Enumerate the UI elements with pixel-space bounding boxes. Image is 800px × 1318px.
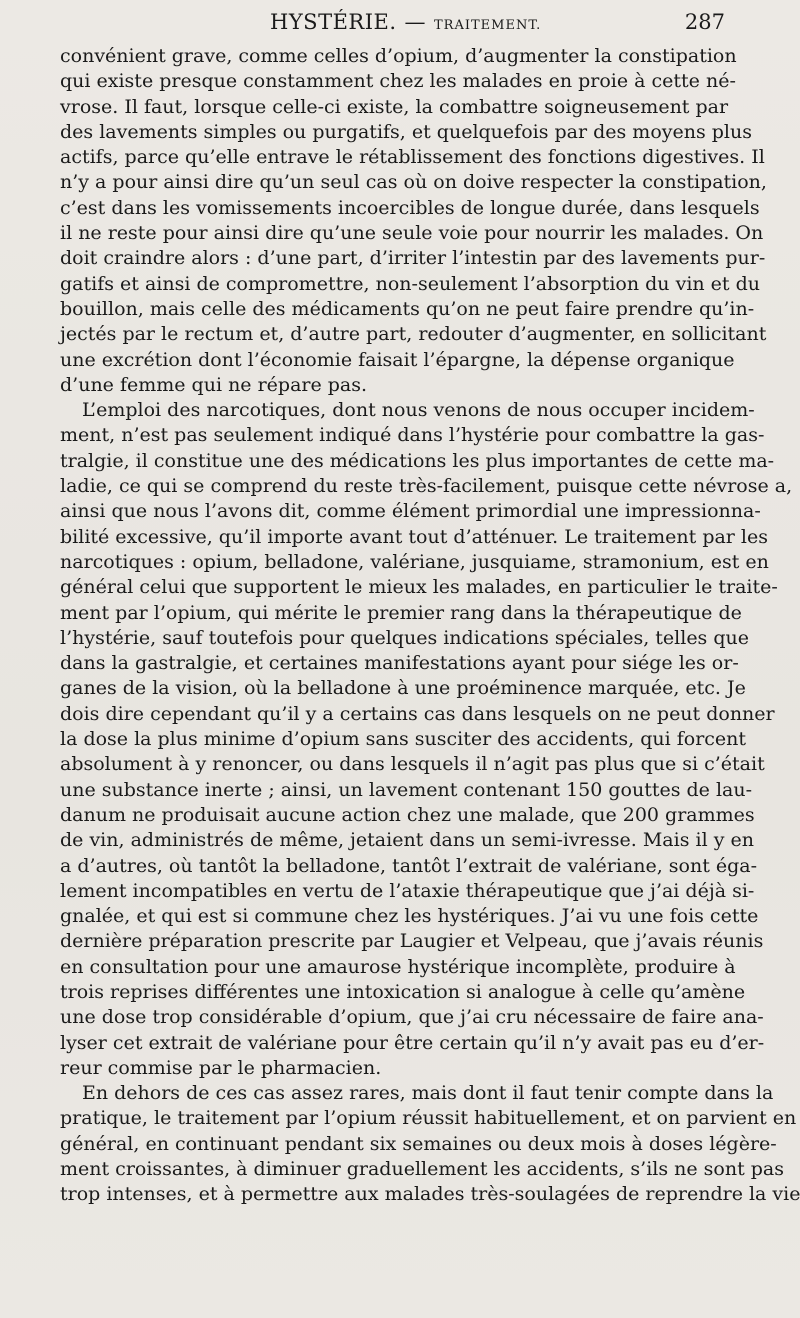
text-line: général, en continuant pendant six semaines ou deux mois à doses légère- [60, 1132, 777, 1155]
text-line: ladie, ce qui se comprend du reste très-facilement, puisque cette névrose a, [60, 475, 793, 498]
running-head-title: HYSTÉRIE. [270, 10, 397, 34]
text-line: ganes de la vision, où la belladone à une proéminence marquée, etc. Je [60, 677, 746, 700]
text-line: n’y a pour ainsi dire qu’un seul cas où on doive respecter la constipation, [60, 171, 767, 194]
text-line: ment, n’est pas seulement indiqué dans l’hystérie pour combattre la gas- [60, 424, 765, 447]
text-line: ment par l’opium, qui mérite le premier rang dans la thérapeutique de [60, 601, 742, 624]
text-line: il ne reste pour ainsi dire qu’une seule voie pour nourrir les malades. On [60, 222, 764, 245]
text-line: une dose trop considérable d’opium, que j’ai cru nécessaire de faire ana- [60, 1006, 764, 1029]
text-line: a d’autres, où tantôt la belladone, tantôt l’extrait de valériane, sont éga- [60, 854, 758, 877]
text-line: gnalée, et qui est si commune chez les hystériques. J’ai vu une fois cette [60, 905, 759, 928]
text-line: qui existe presque constamment chez les malades en proie à cette né- [60, 70, 736, 93]
text-line: absolument à y renoncer, ou dans lesquels il n’agit pas plus que si c’était [60, 753, 765, 776]
text-line: jectés par le rectum et, d’autre part, redouter d’augmenter, en sollicitant [60, 323, 767, 346]
running-head [270, 10, 541, 34]
running-head-subtitle: TRAITEMENT. [434, 18, 542, 33]
text-line: ment croissantes, à diminuer graduellement les accidents, s’ils ne sont pas [60, 1158, 785, 1181]
text-line: trois reprises différentes une intoxication si analogue à celle qu’amène [60, 980, 746, 1003]
text-line: L’emploi des narcotiques, dont nous venons de nous occuper incidem- [82, 399, 755, 422]
running-head-dash: — [404, 10, 427, 34]
text-line: gatifs et ainsi de compromettre, non-seulement l’absorption du vin et du [60, 272, 760, 295]
page-header [60, 10, 725, 38]
text-line: une excrétion dont l’économie faisait l’épargne, la dépense organique [60, 348, 735, 371]
text-line: vrose. Il faut, lorsque celle-ci existe, la combattre soigneusement par [60, 95, 729, 118]
text-line: convénient grave, comme celles d’opium, d’augmenter la constipation [60, 45, 737, 67]
text-line: d’une femme qui ne répare pas. [60, 373, 368, 396]
text-line: dans la gastralgie, et certaines manifestations ayant pour siége les or- [60, 652, 739, 675]
text-line: actifs, parce qu’elle entrave le rétablissement des fonctions digestives. Il [60, 146, 765, 169]
text-line: lement incompatibles en vertu de l’ataxie thérapeutique que j’ai déjà si- [60, 879, 755, 902]
text-line: bilité excessive, qu’il importe avant tout d’atténuer. Le traitement par les [60, 525, 769, 548]
text-line: pratique, le traitement par l’opium réussit habituellement, et on parvient en [60, 1107, 797, 1130]
text-line: la dose la plus minime d’opium sans susciter des accidents, qui forcent [60, 728, 747, 751]
text-line: c’est dans les vomissements incoercibles de longue durée, dans lesquels [60, 196, 760, 219]
text-line: des lavements simples ou purgatifs, et quelquefois par des moyens plus [60, 120, 752, 143]
text-line: une substance inerte ; ainsi, un lavement contenant 150 gouttes de lau- [60, 778, 753, 801]
text-line: tralgie, il constitue une des médications les plus importantes de cette ma- [60, 449, 775, 472]
text-line: bouillon, mais celle des médicaments qu’on ne peut faire prendre qu’in- [60, 297, 755, 320]
text-line: l’hystérie, sauf toutefois pour quelques indications spéciales, telles que [60, 626, 749, 649]
text-line: lyser cet extrait de valériane pour être certain qu’il n’y avait pas eu d’er- [60, 1031, 765, 1054]
text-line: en consultation pour une amaurose hystérique incomplète, produire à [60, 955, 736, 978]
text-line: trop intenses, et à permettre aux malades très-soulagées de reprendre la vie [60, 1183, 800, 1206]
text-line: général celui que supportent le mieux les malades, en particulier le traite- [60, 576, 778, 599]
text-line: En dehors de ces cas assez rares, mais dont il faut tenir compte dans la [82, 1082, 774, 1105]
text-line: dernière préparation prescrite par Laugier et Velpeau, que j’avais réunis [60, 930, 764, 953]
text-line: ainsi que nous l’avons dit, comme élément primordial une impressionna- [60, 500, 761, 523]
text-line: narcotiques : opium, belladone, valériane, jusquiame, stramonium, est en [60, 550, 769, 573]
text-line: reur commise par le pharmacien. [60, 1056, 382, 1079]
page-number: 287 [684, 10, 725, 34]
text-line: dois dire cependant qu’il y a certains cas dans lesquels on ne peut donner [60, 702, 775, 725]
body-text [60, 44, 800, 1208]
text-line: doit craindre alors : d’une part, d’irriter l’intestin par des lavements pur- [60, 247, 766, 270]
text-line: danum ne produisait aucune action chez une malade, que 200 grammes [60, 803, 755, 826]
text-line: de vin, administrés de même, jetaient dans un semi-ivresse. Mais il y en [60, 829, 754, 852]
